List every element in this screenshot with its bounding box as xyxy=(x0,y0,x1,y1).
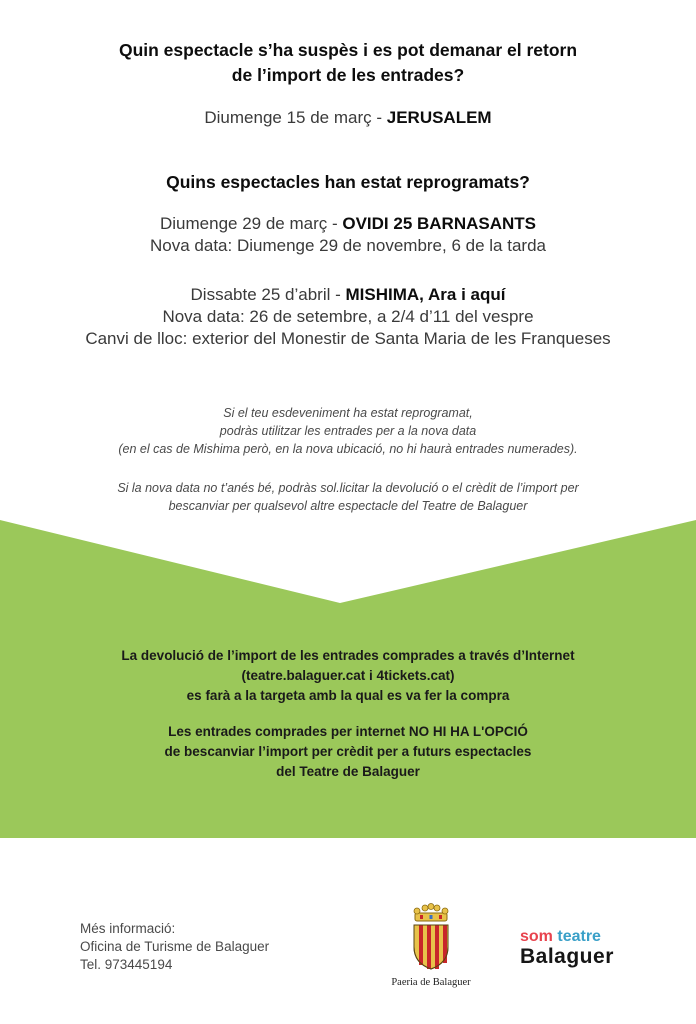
green-para2-line1: Les entrades comprades per internet NO HI HA L'OPCIÓ xyxy=(168,724,528,739)
crest-icon xyxy=(407,903,455,971)
show-ovidi-name: OVIDI 25 BARNASANTS xyxy=(342,214,536,233)
online-credit-info xyxy=(0,722,696,782)
note-refund xyxy=(0,479,696,515)
show-ovidi-new-date: Nova data: Diumenge 29 de novembre, 6 de la tarda xyxy=(150,236,546,255)
note1-line2: podràs utilitzar les entrades per a la nova data xyxy=(219,424,477,438)
suspended-show-date: Diumenge 15 de març - xyxy=(204,108,383,127)
show-mishima xyxy=(0,284,696,306)
tourism-office: Oficina de Turisme de Balaguer xyxy=(80,939,270,954)
suspended-question xyxy=(0,38,696,88)
logo-teatre: teatre xyxy=(557,928,601,945)
logo-balaguer: Balaguer xyxy=(520,945,614,968)
crest-caption: Paeria de Balaguer xyxy=(391,977,471,988)
show-ovidi-date: Diumenge 29 de març - xyxy=(159,214,338,233)
suspended-show xyxy=(0,107,696,129)
note1-line1: Si el teu esdeveniment ha estat reprogramat, xyxy=(223,406,473,420)
logo-top-line xyxy=(520,928,614,946)
online-refund-info xyxy=(0,646,696,706)
paeria-crest-logo xyxy=(388,903,474,988)
show-mishima-date: Dissabte 25 d’abril - xyxy=(190,285,341,304)
green-para2-line2: de bescanviar l’import per crèdit per a futurs espectacles xyxy=(164,744,532,759)
green-para1-line3: es farà a la targeta amb la qual es va fer la compra xyxy=(186,688,510,703)
show-mishima-new-date: Nova data: 26 de setembre, a 2/4 d’11 del vespre xyxy=(162,307,534,326)
suspended-question-line1: Quin espectacle s’ha suspès i es pot demanar el retorn xyxy=(118,40,578,60)
green-para1-line2: (teatre.balaguer.cat i 4tickets.cat) xyxy=(241,668,455,683)
show-mishima-venue-change: Canvi de lloc: exterior del Monestir de Santa Maria de les Franqueses xyxy=(85,329,611,348)
green-para2-line3: del Teatre de Balaguer xyxy=(276,764,420,779)
som-teatre-balaguer-logo xyxy=(520,928,614,968)
logo-som: som xyxy=(520,928,553,945)
info-label: Més informació: xyxy=(80,921,176,936)
contact-info xyxy=(80,920,269,974)
rescheduled-question: Quins espectacles han estat reprogramats? xyxy=(166,172,530,192)
note-rescheduled xyxy=(0,404,696,458)
phone-number: Tel. 973445194 xyxy=(80,957,173,972)
suspended-show-name: JERUSALEM xyxy=(386,108,492,127)
show-mishima-name: MISHIMA, Ara i aquí xyxy=(345,285,506,304)
suspended-question-line2: de l’import de les entrades? xyxy=(231,65,465,85)
note1-line3: (en el cas de Mishima però, en la nova ubicació, no hi haurà entrades numerades). xyxy=(118,442,578,456)
show-ovidi xyxy=(0,213,696,235)
green-para1-line1: La devolució de l’import de les entrades comprades a través d’Internet xyxy=(121,648,575,663)
note2-line2: bescanviar per qualsevol altre espectacle del Teatre de Balaguer xyxy=(168,499,528,513)
note2-line1: Si la nova data no t’anés bé, podràs sol.licitar la devolució o el crèdit de l’import per xyxy=(117,481,579,495)
